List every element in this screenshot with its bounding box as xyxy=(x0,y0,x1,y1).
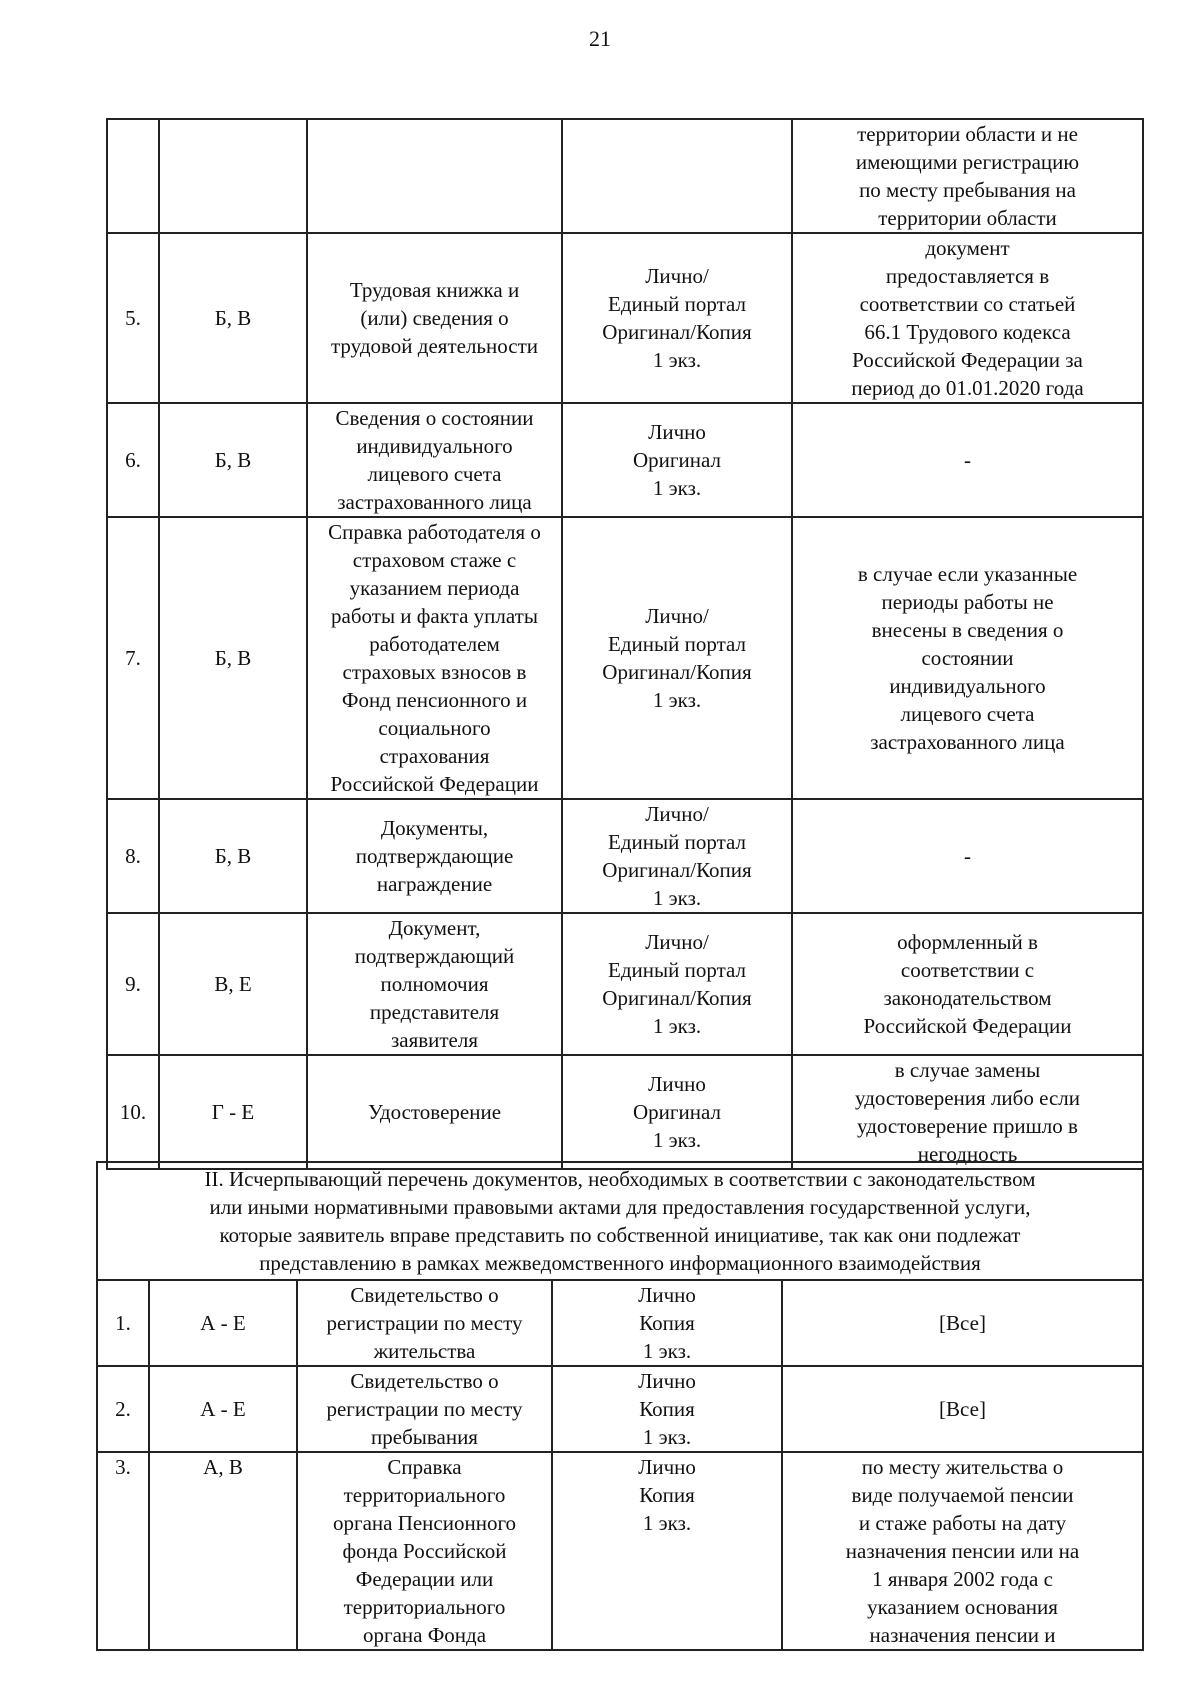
note-line: по месту пребывания на xyxy=(859,178,1076,202)
note-line: застрахованного лица xyxy=(870,730,1065,754)
submission-method-line: Копия xyxy=(639,1397,695,1421)
empty-cell xyxy=(307,119,562,233)
note-line: и стаже работы на дату xyxy=(858,1511,1067,1535)
document-name-line: страховом стаже с xyxy=(352,548,517,572)
document-name-line: подтверждающий xyxy=(354,944,515,968)
note-line: в случае если указанные xyxy=(857,562,1078,586)
document-name-line: территориального xyxy=(343,1595,506,1619)
note xyxy=(792,913,1143,1055)
note-line: индивидуального xyxy=(889,674,1046,698)
document-name xyxy=(307,1055,562,1169)
submission-method-line: Лично/ xyxy=(645,604,709,628)
submission-method-line: Оригинал/Копия xyxy=(602,660,752,684)
note-line: Российской Федерации за xyxy=(852,348,1083,372)
section-header xyxy=(97,1162,1143,1280)
submission-method xyxy=(562,799,792,913)
table-row xyxy=(97,1452,1143,1650)
note-line: лицевого счета xyxy=(900,702,1035,726)
document-name-line: регистрации по месту xyxy=(326,1397,523,1421)
submission-method xyxy=(562,403,792,517)
document-name-line: индивидуального xyxy=(356,434,513,458)
submission-method-line: Оригинал/Копия xyxy=(602,986,752,1010)
document-name-line: страхования xyxy=(379,744,490,768)
table-row xyxy=(107,517,1143,799)
document-name xyxy=(307,517,562,799)
note-line: назначения пенсии или на xyxy=(845,1539,1080,1563)
section-header-line: II. Исчерпывающий перечень документов, необходимых в соответствии с законодательством xyxy=(204,1167,1036,1191)
document-name-line: Трудовая книжка и xyxy=(349,278,520,302)
applicant-categories: В, Е xyxy=(159,913,307,1055)
document-name xyxy=(297,1366,552,1452)
document-name-line: подтверждающие xyxy=(355,844,514,868)
submission-method-line: Лично/ xyxy=(645,264,709,288)
submission-method-line: Единый портал xyxy=(608,292,746,316)
submission-method-line: Лично xyxy=(638,1283,696,1307)
row-number: 7. xyxy=(107,517,159,799)
document-name-line: Свидетельство о xyxy=(350,1283,499,1307)
document-name-line: социального xyxy=(378,716,491,740)
submission-method-line: 1 экз. xyxy=(642,1511,692,1535)
interagency-documents-table xyxy=(96,1161,1144,1651)
applicant-categories: А, В xyxy=(149,1452,297,1650)
empty-cell xyxy=(562,119,792,233)
submission-method-line: Лично xyxy=(648,420,706,444)
applicant-categories: Б, В xyxy=(159,403,307,517)
submission-method-line: Копия xyxy=(639,1483,695,1507)
submission-method-line: 1 экз. xyxy=(652,1128,702,1152)
note xyxy=(792,799,1143,913)
note-line: состоянии xyxy=(921,646,1014,670)
document-name-line: органа Фонда xyxy=(362,1623,487,1647)
applicant-categories: Б, В xyxy=(159,517,307,799)
table-row xyxy=(107,233,1143,403)
applicant-categories: Г - Е xyxy=(159,1055,307,1169)
note-line: соответствии со статьей xyxy=(859,292,1076,316)
submission-method-line: Лично/ xyxy=(645,930,709,954)
note-line: - xyxy=(964,844,971,868)
table-row xyxy=(107,913,1143,1055)
note-line: - xyxy=(964,448,971,472)
row-number: 5. xyxy=(107,233,159,403)
submission-method-line: Оригинал xyxy=(633,448,721,472)
note-line: указанием основания xyxy=(867,1595,1058,1619)
submission-method-line: Лично/ xyxy=(645,802,709,826)
submission-method-line: Лично xyxy=(648,1072,706,1096)
table-row xyxy=(97,1280,1143,1366)
submission-method xyxy=(562,1055,792,1169)
document-name-line: Документы, xyxy=(380,816,489,840)
document-name-line: полномочия xyxy=(380,972,489,996)
note-line: предоставляется в xyxy=(885,264,1050,288)
submission-method xyxy=(552,1452,782,1650)
table-row xyxy=(107,1055,1143,1169)
document-name-line: Удостоверение xyxy=(367,1100,502,1124)
submission-method xyxy=(562,517,792,799)
submission-method-line: 1 экз. xyxy=(652,348,702,372)
document-name-line: фонда Российской xyxy=(342,1539,507,1563)
submission-method-line: Оригинал/Копия xyxy=(602,320,752,344)
applicant-categories: Б, В xyxy=(159,799,307,913)
note-line: в случае замены xyxy=(894,1058,1041,1082)
section-header-line: или иными нормативными правовыми актами для предоставления государственной услуги, xyxy=(209,1195,1031,1219)
note xyxy=(792,1055,1143,1169)
document-name-line: представителя xyxy=(369,1000,500,1024)
document-name-line: (или) сведения о xyxy=(360,306,509,330)
submission-method xyxy=(562,913,792,1055)
document-name-line: Сведения о состоянии xyxy=(335,406,534,430)
table-row xyxy=(97,1366,1143,1452)
document-name-line: Российской Федерации xyxy=(330,772,539,796)
note xyxy=(792,119,1143,233)
note-line: 66.1 Трудового кодекса xyxy=(864,320,1071,344)
note-line: территории области xyxy=(878,206,1057,230)
row-number: 3. xyxy=(97,1452,149,1650)
submission-method-line: Лично xyxy=(638,1455,696,1479)
document-name-line: Документ, xyxy=(388,916,481,940)
submission-method xyxy=(552,1280,782,1366)
table-row xyxy=(107,403,1143,517)
document-name-line: указанием периода xyxy=(349,576,520,600)
document-name-line: органа Пенсионного xyxy=(332,1511,517,1535)
document-name xyxy=(307,913,562,1055)
row-number: 6. xyxy=(107,403,159,517)
empty-cell xyxy=(159,119,307,233)
page-number: 21 xyxy=(589,26,611,51)
submission-method-line: Единый портал xyxy=(608,830,746,854)
document-name-line: награждение xyxy=(376,872,493,896)
section-header-row xyxy=(97,1162,1143,1280)
table-row xyxy=(107,799,1143,913)
submission-method-line: Лично xyxy=(638,1369,696,1393)
note-line: соответствии с xyxy=(900,958,1035,982)
submission-method-line: 1 экз. xyxy=(652,688,702,712)
note-line: удостоверение пришло в xyxy=(857,1114,1078,1138)
note-line: удостоверения либо если xyxy=(855,1086,1080,1110)
note-line: территории области и не xyxy=(857,122,1078,146)
submission-method-line: Оригинал/Копия xyxy=(602,858,752,882)
row-number: 10. xyxy=(107,1055,159,1169)
document-name-line: пребывания xyxy=(371,1425,478,1449)
note-line: [Все] xyxy=(939,1397,986,1421)
row-number: 2. xyxy=(97,1366,149,1452)
document-name-line: страховых взносов в xyxy=(342,660,527,684)
document-name xyxy=(307,799,562,913)
document-name-line: жительства xyxy=(373,1339,476,1363)
note-line: Российской Федерации xyxy=(863,1014,1072,1038)
row-number: 1. xyxy=(97,1280,149,1366)
document-name-line: Справка xyxy=(387,1455,462,1479)
note-line: [Все] xyxy=(939,1311,986,1335)
submission-method-line: 1 экз. xyxy=(642,1339,692,1363)
document-name-line: Федерации или xyxy=(355,1567,494,1591)
note xyxy=(782,1452,1143,1650)
continuation-row xyxy=(107,119,1143,233)
submission-method-line: 1 экз. xyxy=(652,886,702,910)
document-name-line: трудовой деятельности xyxy=(331,334,538,358)
document-name xyxy=(297,1280,552,1366)
applicant-categories: А - Е xyxy=(149,1280,297,1366)
note xyxy=(782,1280,1143,1366)
document-name-line: лицевого счета xyxy=(367,462,502,486)
document-name-line: работодателем xyxy=(369,632,500,656)
note-line: периоды работы не xyxy=(881,590,1054,614)
note-line: негодность xyxy=(917,1142,1018,1166)
document-name xyxy=(307,233,562,403)
submission-method-line: 1 экз. xyxy=(642,1425,692,1449)
note xyxy=(782,1366,1143,1452)
note-line: документ xyxy=(925,236,1010,260)
document-name xyxy=(307,403,562,517)
empty-cell xyxy=(107,119,159,233)
note-line: виде получаемой пенсии xyxy=(851,1483,1074,1507)
section-header-line: представлению в рамках межведомственного информационного взаимодействия xyxy=(259,1251,981,1275)
submission-method-line: Единый портал xyxy=(608,632,746,656)
document-name-line: работы и факта уплаты xyxy=(331,604,538,628)
note-line: по месту жительства о xyxy=(861,1455,1064,1479)
note-line: оформленный в xyxy=(897,930,1038,954)
row-number: 8. xyxy=(107,799,159,913)
note xyxy=(792,517,1143,799)
note-line: период до 01.01.2020 года xyxy=(851,376,1084,400)
note xyxy=(792,233,1143,403)
submission-method-line: Оригинал xyxy=(633,1100,721,1124)
note-line: назначения пенсии и xyxy=(869,1623,1056,1647)
document-name-line: заявителя xyxy=(390,1028,479,1052)
note xyxy=(792,403,1143,517)
document-name-line: регистрации по месту xyxy=(326,1311,523,1335)
submission-method xyxy=(562,233,792,403)
documents-table xyxy=(106,118,1144,1170)
applicant-categories: Б, В xyxy=(159,233,307,403)
note-line: внесены в сведения о xyxy=(871,618,1064,642)
document-name-line: Свидетельство о xyxy=(350,1369,499,1393)
document-name-line: территориального xyxy=(343,1483,506,1507)
submission-method xyxy=(552,1366,782,1452)
submission-method-line: Единый портал xyxy=(608,958,746,982)
applicant-categories: А - Е xyxy=(149,1366,297,1452)
submission-method-line: 1 экз. xyxy=(652,1014,702,1038)
document-name-line: застрахованного лица xyxy=(337,490,532,514)
note-line: законодательством xyxy=(883,986,1052,1010)
submission-method-line: Копия xyxy=(639,1311,695,1335)
document-name-line: Справка работодателя о xyxy=(328,520,541,544)
document-name-line: Фонд пенсионного и xyxy=(341,688,528,712)
document-name xyxy=(297,1452,552,1650)
note-line: имеющими регистрацию xyxy=(855,150,1080,174)
section-header-line: которые заявитель вправе представить по собственной инициативе, так как они подлежат xyxy=(219,1223,1021,1247)
row-number: 9. xyxy=(107,913,159,1055)
note-line: 1 января 2002 года с xyxy=(872,1567,1053,1591)
submission-method-line: 1 экз. xyxy=(652,476,702,500)
